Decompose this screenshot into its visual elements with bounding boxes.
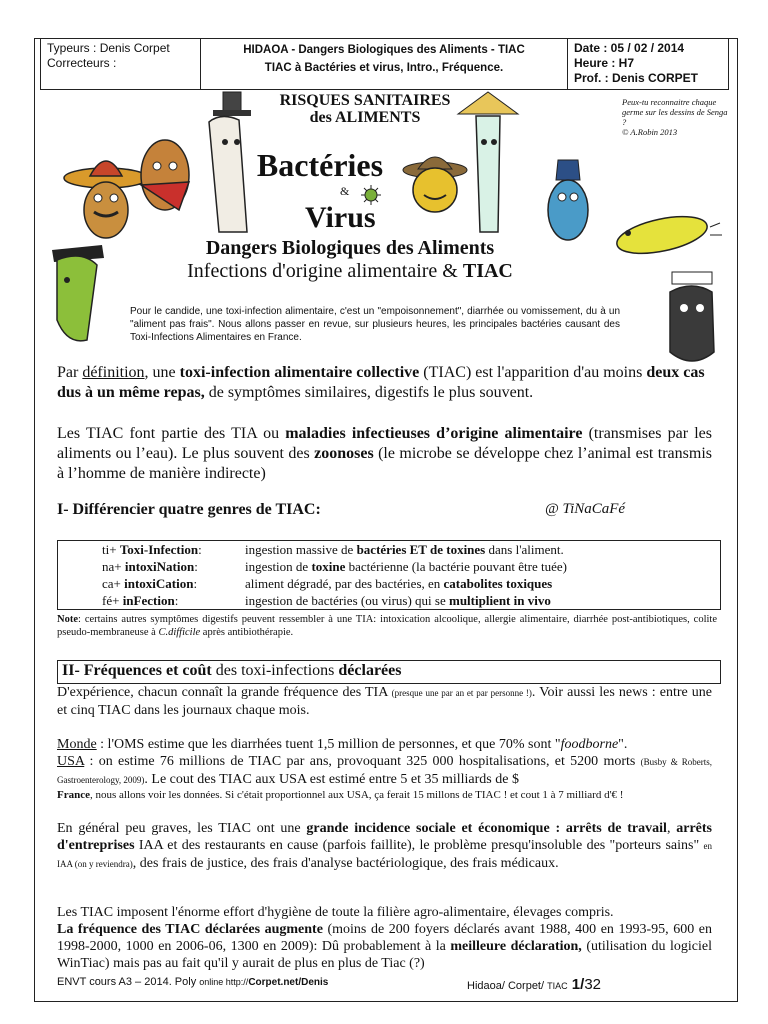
header-heure: Heure : H7 bbox=[574, 56, 635, 70]
type-def-bold: catabolites toxiques bbox=[443, 576, 553, 591]
type-colon: : bbox=[198, 542, 202, 557]
section-2-bold: II- Fréquences et coût bbox=[62, 662, 212, 679]
yellow-bacillus-illustration bbox=[612, 205, 722, 265]
header-subject-line2: TIAC à Bactéries et virus, Intro., Fréquence. bbox=[264, 62, 504, 74]
header-correcteurs: Correcteurs : bbox=[47, 56, 117, 70]
type-prefix: fé+ bbox=[102, 593, 123, 608]
type-row bbox=[102, 542, 202, 559]
usa-text: . Le cout des TIAC aux USA est estimé entre 5 et 35 milliards de $ bbox=[144, 772, 519, 787]
tiac-types-table bbox=[57, 540, 721, 610]
type-definition bbox=[245, 559, 567, 576]
note-italic: C.difficile bbox=[158, 627, 201, 638]
france-text: , nous allons voir les données. Si c'était proportionnel aux USA, ça ferait 15 millons de TIAC ! et cout 1 à 7 milliard d'€ ! bbox=[89, 789, 624, 801]
note-paragraph bbox=[57, 613, 717, 639]
header-info bbox=[568, 39, 728, 89]
footer-page-total: 32 bbox=[584, 976, 601, 993]
p1-text: de symptômes similaires, digestifs le plus souvent. bbox=[204, 384, 534, 401]
cost-bold: grande incidence sociale et économique : arrêts de travail bbox=[306, 821, 667, 836]
credit-copyright: © A.Robin 2013 bbox=[622, 127, 678, 137]
monde-text: ". bbox=[618, 737, 628, 752]
usa-text: : on estime 76 millions de TIAC par ans, provoquant 325 000 hospitalisations, et 5200 morts bbox=[84, 754, 641, 769]
p1-bold: deux cas dus à un même repas, bbox=[57, 364, 705, 401]
header-authors bbox=[41, 39, 201, 89]
intro-paragraph: Pour le candide, une toxi-infection alimentaire, c'est un "empoisonnement", diarrhée ou vomissement, du à un "aliment pas frais". Nous allons passer en revue, sur plusieurs heures, les principales bactéries causant des Toxi-Infections Alimentaires en France. bbox=[130, 306, 620, 343]
hyg-bold: La fréquence des TIAC déclarées augmente bbox=[57, 922, 323, 937]
header-prof: Prof. : Denis CORPET bbox=[574, 71, 699, 85]
credit-question: Peux-tu reconnaitre chaque germe sur les dessins de Senga ? bbox=[622, 97, 728, 127]
cost-text: , bbox=[666, 821, 677, 836]
title-ampersand: & bbox=[340, 184, 350, 198]
header-subject-line1: HIDAOA - Dangers Biologiques des Aliments - TIAC bbox=[243, 44, 525, 56]
p2-text: Les TIAC font partie des TIA ou bbox=[57, 425, 286, 442]
type-name: intoxiCation bbox=[124, 576, 194, 591]
section-2-bold: déclarées bbox=[338, 662, 402, 679]
type-name: inFection bbox=[122, 593, 175, 608]
exp-text: D'expérience, chacun connaît la grande fréquence des TIA bbox=[57, 685, 392, 700]
hyg-text: Les TIAC imposent l'énorme effort d'hygiène de toute la filière agro-alimentaire, élevages compris. bbox=[57, 905, 614, 920]
monde-label: Monde bbox=[57, 737, 97, 752]
type-row bbox=[102, 559, 198, 576]
note-text: : certains autres symptômes digestifs peuvent ressembler à une TIA: intoxication alcoolique, allergie alimentaire, diarrhée post-antibiotiques, colite pseudo-membraneuse à bbox=[57, 614, 717, 638]
note-text: après antibiothérapie. bbox=[200, 627, 294, 638]
type-name: intoxiNation bbox=[124, 559, 195, 574]
hyg-text: (moins de 200 foyers déclarés avant 1988, 400 en 1993-95, 600 en 1998-2000, 1000 en 2006-06, 1300 en 2009): Dû probablement à la bbox=[57, 922, 712, 954]
type-row bbox=[102, 576, 197, 593]
header-subject bbox=[201, 39, 568, 89]
footer-page-ref bbox=[467, 976, 601, 993]
header-typeurs: Typeurs : Denis Corpet bbox=[47, 41, 170, 55]
type-def-text: bactérienne (la bactérie pouvant être tuée) bbox=[345, 559, 567, 574]
p2-text: (le microbe se développe chez l’animal est transmis à l’homme de manière indirecte) bbox=[57, 445, 713, 482]
cost-text: IAA et des restaurants en cause (parfois faillite), le problème presqu'insoluble des "porteurs sains" bbox=[134, 838, 704, 853]
type-name: Toxi-Infection bbox=[119, 542, 199, 557]
bandit-germ-illustration bbox=[135, 130, 195, 220]
type-prefix: ti+ bbox=[102, 542, 120, 557]
france-label: France bbox=[57, 789, 90, 801]
p1-bold: toxi-infection alimentaire collective bbox=[179, 364, 420, 381]
title-infections-text: Infections d'origine alimentaire & bbox=[187, 260, 463, 282]
hygiene-paragraph bbox=[57, 904, 712, 972]
title-virus: Virus bbox=[305, 201, 376, 234]
monde-paragraph bbox=[57, 736, 712, 753]
type-prefix: ca+ bbox=[102, 576, 125, 591]
section-2-text: des toxi-infections bbox=[211, 662, 339, 679]
cost-text: , des frais de justice, des frais d'analyse bactériologique, des frais médicaux. bbox=[132, 856, 559, 871]
type-def-text: dans l'aliment. bbox=[485, 542, 564, 557]
p1-text: Par bbox=[57, 364, 83, 381]
header-date: Date : 05 / 02 / 2014 bbox=[574, 41, 685, 55]
title-dangers: Dangers Biologiques des Aliments bbox=[205, 237, 495, 259]
title-bacteries: Bactéries bbox=[256, 147, 384, 183]
page-footer bbox=[57, 976, 721, 993]
cost-small: en IAA (on y reviendra) bbox=[57, 841, 712, 869]
experience-paragraph bbox=[57, 684, 712, 719]
exp-text: . Voir aussi les news : entre une et cinq TIAC dans les journaux chaque mois. bbox=[57, 685, 713, 718]
type-def-bold: bactéries ET de toxines bbox=[356, 542, 486, 557]
footer-course: ENVT cours A3 – 2014. Poly bbox=[57, 976, 200, 988]
type-def-bold: multiplient in vivo bbox=[448, 593, 551, 608]
note-label: Note bbox=[57, 614, 78, 625]
type-definition bbox=[245, 576, 552, 593]
header-table bbox=[40, 38, 729, 90]
type-def-text: aliment dégradé, par des bactéries, en bbox=[245, 576, 444, 591]
cost-bold: arrêts d'entreprises bbox=[57, 821, 712, 853]
monde-text: : l'OMS estime que les diarrhées tuent 1,5 million de personnes, et que 70% sont " bbox=[96, 737, 561, 752]
france-paragraph bbox=[57, 789, 717, 801]
mnemonic-tag: @ TiNaCaFé bbox=[545, 501, 626, 517]
footer-ref-text: Hidaoa/ Corpet/ bbox=[467, 980, 548, 992]
type-definition bbox=[245, 593, 551, 610]
type-colon: : bbox=[194, 559, 198, 574]
cost-text: En général peu graves, les TIAC ont une bbox=[57, 821, 307, 836]
section-2-heading bbox=[57, 660, 721, 684]
usa-citation: (Busby & Roberts, Gastroenterology, 2009) bbox=[57, 757, 712, 785]
hyg-bold: meilleure déclaration, bbox=[450, 939, 582, 954]
title-infections bbox=[130, 260, 570, 283]
hyg-text: (utilisation du logiciel WinTiac) mais pas au fait qu'il y aurait de plus en plus de Tiac (?) bbox=[57, 939, 712, 971]
tia-paragraph bbox=[57, 424, 712, 484]
type-prefix: na+ bbox=[102, 559, 125, 574]
p1-text: (TIAC) est l'apparition d'au moins bbox=[419, 364, 647, 381]
blue-germ-illustration bbox=[538, 155, 598, 245]
usa-paragraph bbox=[57, 753, 712, 789]
type-def-bold: toxine bbox=[311, 559, 346, 574]
monde-italic: foodborne bbox=[560, 737, 619, 752]
type-def-text: ingestion massive de bbox=[245, 542, 357, 557]
definition-paragraph bbox=[57, 363, 712, 403]
type-definition bbox=[245, 542, 564, 559]
cost-paragraph bbox=[57, 820, 712, 873]
usa-label: USA bbox=[57, 754, 85, 769]
exp-small: (presque une par an et par personne !) bbox=[391, 688, 532, 698]
conical-hat-germ-illustration bbox=[458, 92, 518, 242]
title-risques bbox=[240, 92, 490, 126]
p2-bold: zoonoses bbox=[314, 445, 374, 462]
p1-definition: définition bbox=[82, 364, 145, 381]
title-risques-line1: RISQUES SANITAIRES bbox=[279, 92, 451, 109]
title-infections-tiac: TIAC bbox=[462, 260, 513, 282]
p2-text: (transmises par les aliments ou l’eau). Le plus souvent des bbox=[57, 425, 712, 462]
type-def-text: ingestion de bbox=[245, 559, 312, 574]
green-pirate-germ-illustration bbox=[42, 240, 122, 350]
dark-pirate-germ-illustration bbox=[652, 262, 732, 372]
footer-ref-tiac: TIAC bbox=[547, 981, 568, 991]
type-colon: : bbox=[193, 576, 198, 591]
footer-online: online http:// bbox=[199, 977, 249, 987]
type-row bbox=[102, 593, 178, 610]
type-colon: : bbox=[174, 593, 179, 608]
section-1-heading: I- Différencier quatre genres de TIAC: bbox=[57, 501, 321, 518]
footer-page-number: 1/ bbox=[567, 976, 585, 993]
title-risques-line2: des ALIMENTS bbox=[309, 109, 421, 126]
footer-url[interactable]: Corpet.net/Denis bbox=[248, 977, 329, 988]
p2-bold: maladies infectieuses d’origine alimentaire bbox=[285, 425, 583, 442]
p1-text: , une bbox=[144, 364, 180, 381]
illustration-credit bbox=[622, 97, 732, 137]
type-def-text: ingestion de bactéries (ou virus) qui se bbox=[245, 593, 449, 608]
